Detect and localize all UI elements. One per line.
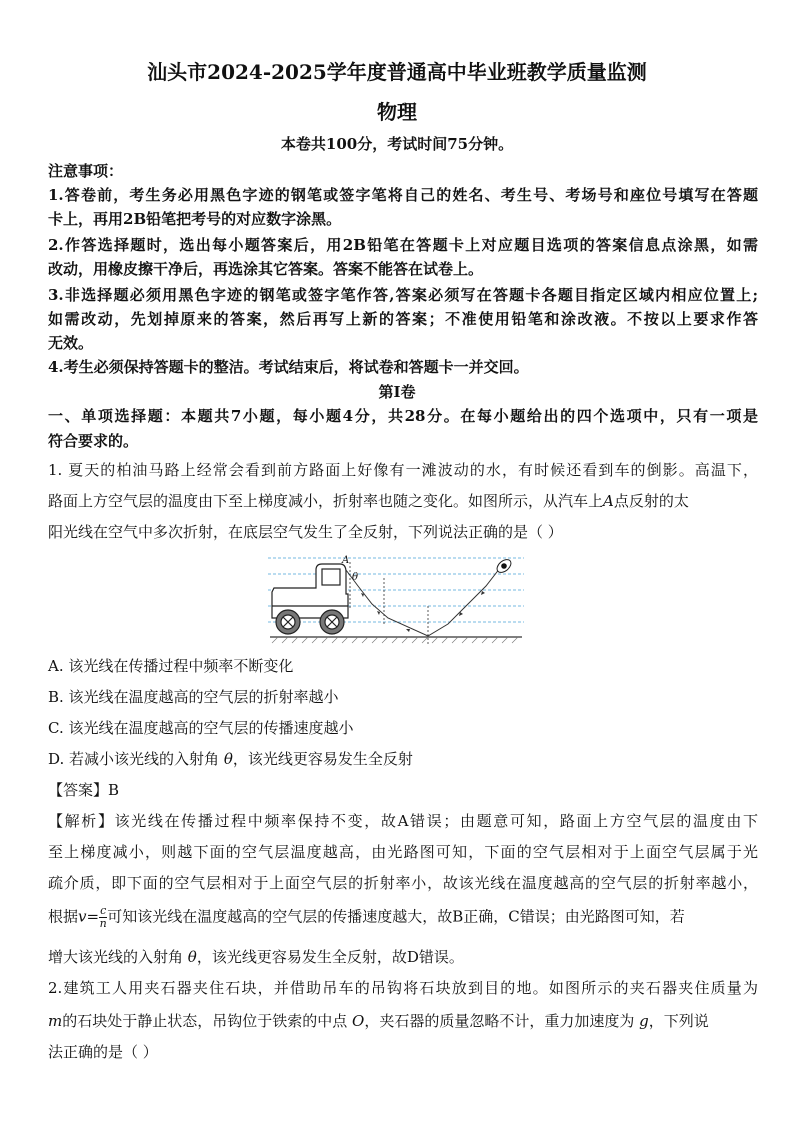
figure-label-theta: θ bbox=[352, 572, 359, 583]
var-o: O bbox=[352, 1012, 365, 1030]
notice-line: 改动，用橡皮擦干净后，再选涂其它答案。答案不能答在试卷上。 bbox=[48, 260, 484, 278]
notice-line: 无效。 bbox=[48, 334, 94, 352]
var-v: v bbox=[78, 907, 87, 926]
ray-arrow-icon bbox=[361, 591, 485, 632]
q1-option-a: A. 该光线在传播过程中频率不断变化 bbox=[48, 657, 294, 675]
section-heading-cont: 符合要求的。 bbox=[48, 432, 139, 450]
var-g: g bbox=[639, 1012, 649, 1030]
analysis-text: 根据 bbox=[48, 907, 79, 926]
analysis-text: ，该光线更容易发生全反射，故D错误。 bbox=[196, 948, 464, 966]
q1-option-d bbox=[48, 748, 758, 769]
q1-analysis: 【解析】该光线在传播过程中频率保持不变，故A错误；由题意可知，路面上方空气层的温度由下 bbox=[48, 812, 758, 830]
q1-answer: 【答案】B bbox=[48, 781, 120, 799]
var-a: A bbox=[603, 492, 614, 510]
q1-analysis: 至上梯度减小，则越下面的空气层温度越高，由光路图可知，下面的空气层相对于上面空气层属于光 bbox=[48, 843, 758, 861]
subject-title: 物理 bbox=[377, 100, 417, 124]
equals-sign: = bbox=[86, 907, 100, 926]
notice-line: 1.答卷前，考生务必用黑色字迹的钢笔或签字笔将自己的姓名、考生号、考场号和座位号填写在答题 bbox=[48, 186, 758, 204]
notice-line: 卡上，再用2B铅笔把考号的对应数字涂黑。 bbox=[48, 210, 342, 228]
notice-line: 4.考生必须保持答题卡的整洁。考试结束后，将试卷和答题卡一并交回。 bbox=[48, 358, 529, 376]
q1-analysis bbox=[48, 905, 758, 930]
q2-text: ，夹石器的质量忽略不计，重力加速度为 bbox=[364, 1012, 635, 1030]
section-heading: 一、单项选择题：本题共7小题，每小题4分，共28分。在每小题给出的四个选项中，只有一项是 bbox=[48, 407, 758, 425]
analysis-text: 可知该光线在温度越高的空气层的传播速度越大，故B正确，C错误；由光路图可知，若 bbox=[107, 907, 685, 926]
score-time-line: 本卷共100分，考试时间75分钟。 bbox=[280, 135, 514, 153]
q2-text: ，下列说 bbox=[648, 1012, 709, 1030]
option-text: ，该光线更容易发生全反射 bbox=[232, 750, 413, 768]
var-theta: θ bbox=[223, 750, 233, 768]
q1-option-b: B. 该光线在温度越高的空气层的折射率越小 bbox=[48, 688, 339, 706]
q1-stem-text: 路面上方空气层的温度由下至上梯度减小，折射率也随之变化。如图所示，从汽车上 bbox=[48, 492, 604, 510]
fraction-denominator: n bbox=[99, 917, 107, 930]
q1-mirage-figure bbox=[268, 548, 524, 646]
exam-title: 汕头市2024-2025学年度普通高中毕业班教学质量监测 bbox=[147, 60, 647, 84]
q1-stem: 阳光线在空气中多次折射，在底层空气发生了全反射，下列说法正确的是（ ） bbox=[48, 523, 563, 541]
q2-stem: 2.建筑工人用夹石器夹住石块，并借助吊车的吊钩将石块放到目的地。如图所示的夹石器夹住质量为 bbox=[48, 979, 758, 997]
var-theta: θ bbox=[187, 948, 197, 966]
q1-option-c: C. 该光线在温度越高的空气层的传播速度越小 bbox=[48, 719, 354, 737]
q2-text: 的石块处于静止状态，吊钩位于铁索的中点 bbox=[62, 1012, 348, 1030]
var-m: m bbox=[48, 1012, 63, 1030]
q1-stem: 1. 夏天的柏油马路上经常会看到前方路面上好像有一滩波动的水，有时候还看到车的倒影。高温下， bbox=[48, 461, 758, 479]
q1-stem bbox=[48, 490, 758, 511]
q1-analysis bbox=[48, 946, 758, 967]
q2-stem: 法正确的是（ ） bbox=[48, 1043, 158, 1061]
notice-line: 2.作答选择题时，选出每小题答案后，用2B铅笔在答题卡上对应题目选项的答案信息点涂黑，如需 bbox=[48, 236, 758, 254]
analysis-text: 增大该光线的入射角 bbox=[48, 948, 184, 966]
q1-stem-text: 点反射的太 bbox=[613, 492, 689, 510]
figure-label-a: A bbox=[342, 555, 350, 566]
fraction-numerator: c bbox=[100, 904, 107, 917]
volume-heading: 第Ⅰ卷 bbox=[378, 383, 416, 401]
notice-heading: 注意事项： bbox=[48, 162, 124, 180]
notice-line: 如需改动，先划掉原来的答案，然后再写上新的答案；不准使用铅笔和涂改液。不按以上要求作答 bbox=[48, 310, 758, 328]
option-text: D. 若减小该光线的入射角 bbox=[48, 750, 220, 768]
q2-stem bbox=[48, 1010, 758, 1031]
q1-analysis: 疏介质，即下面的空气层相对于上面空气层的折射率小，故该光线在温度越高的空气层的折射率越小， bbox=[48, 874, 758, 892]
eye-icon bbox=[495, 557, 514, 575]
car-icon bbox=[272, 564, 348, 634]
light-ray-path bbox=[346, 568, 500, 636]
notice-line: 3.非选择题必须用黑色字迹的钢笔或签字笔作答,答案必须写在答题卡各题目指定区域内相应位置上; bbox=[48, 286, 758, 304]
